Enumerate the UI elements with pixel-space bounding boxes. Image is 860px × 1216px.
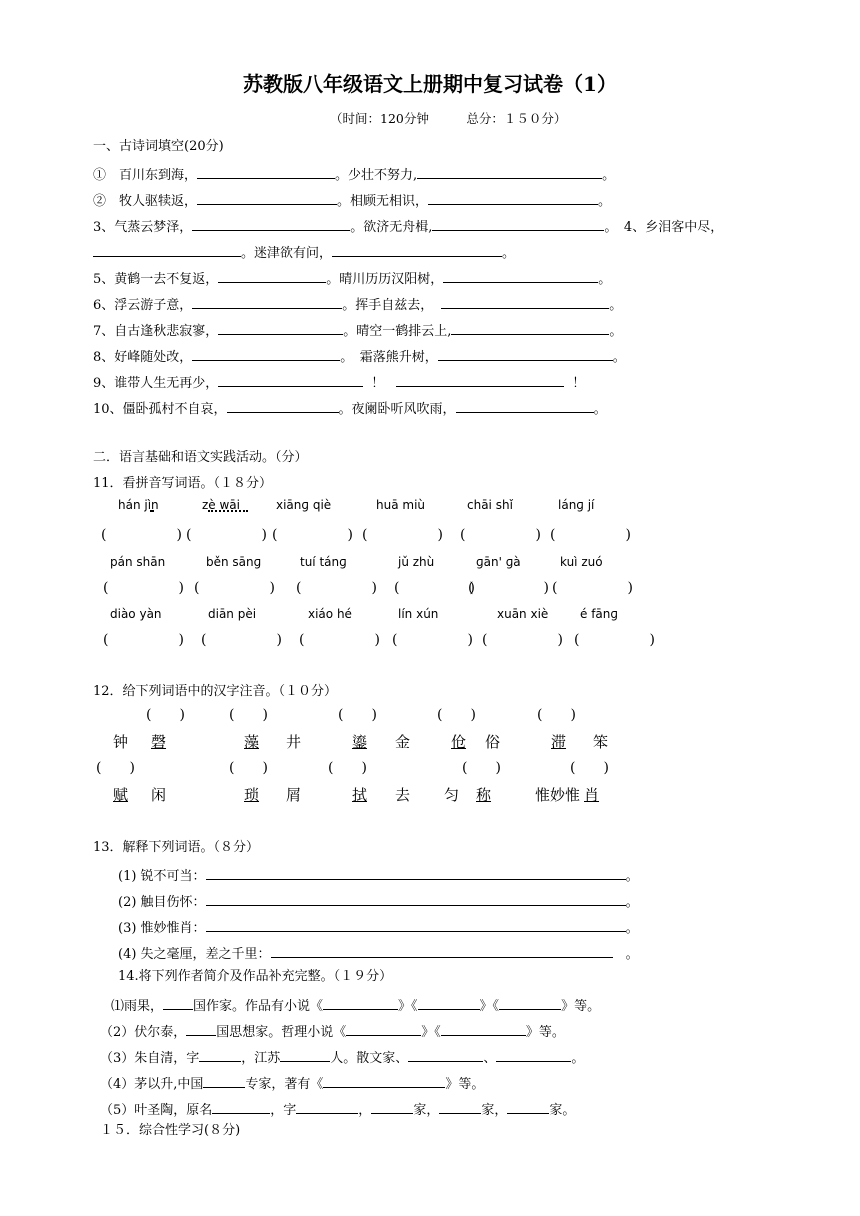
- blank[interactable]: [271, 945, 613, 958]
- pinyin: lín xún: [398, 607, 439, 621]
- blank[interactable]: [280, 1049, 330, 1062]
- question-14: 14.将下列作者简介及作品补充完整。（１９分）: [118, 969, 393, 984]
- word: 俗: [485, 733, 501, 751]
- pinyin: zè wāi: [202, 498, 240, 512]
- blank[interactable]: [439, 1101, 481, 1114]
- answer-box[interactable]: ( ): [101, 527, 182, 543]
- answer-box[interactable]: ( ): [146, 707, 185, 723]
- word: 笨: [593, 733, 609, 751]
- poem-line-7: 7、自古逢秋悲寂寥， 。晴空一鹤排云上, 。: [93, 324, 623, 339]
- poem-line-2: ② 牧人驱犊返， 。相顾无相识， 。: [93, 194, 612, 209]
- author-1: ⑴雨果， 国作家。作品有小说《 》《 》《 》等。: [111, 999, 601, 1014]
- blank[interactable]: [192, 218, 350, 231]
- pinyin: huā miù: [376, 498, 426, 512]
- blank[interactable]: [93, 244, 241, 257]
- word-target: 伧: [451, 733, 467, 751]
- blank[interactable]: [332, 244, 502, 257]
- blank[interactable]: [192, 296, 342, 309]
- answer-box[interactable]: ( ): [272, 527, 353, 543]
- answer-box[interactable]: ( ): [338, 707, 377, 723]
- word: 匀: [444, 786, 460, 804]
- blank[interactable]: [199, 1049, 241, 1062]
- blank[interactable]: [218, 322, 343, 335]
- question-12: 12．给下列词语中的汉字注音。（１０分）: [93, 684, 338, 699]
- answer-box[interactable]: ( ): [296, 580, 377, 596]
- pinyin: pán shān: [110, 555, 166, 569]
- answer-box[interactable]: ( ): [537, 707, 576, 723]
- author-4: （4）茅以升,中国 专家，著有《 》等。: [100, 1077, 485, 1092]
- blank[interactable]: [408, 1049, 483, 1062]
- blank[interactable]: [456, 400, 594, 413]
- word: 惟妙惟: [535, 786, 581, 804]
- blank[interactable]: [507, 1101, 549, 1114]
- pinyin: hán jìn: [118, 498, 159, 512]
- blank[interactable]: [432, 218, 604, 231]
- answer-box[interactable]: ( ): [362, 527, 443, 543]
- pinyin: jǔ zhù: [398, 555, 435, 569]
- answer-box[interactable]: ( ): [462, 760, 501, 776]
- section-2-heading: 二．语言基础和语文实践活动。（分）: [93, 450, 308, 465]
- answer-box[interactable]: ( ): [550, 527, 631, 543]
- poem-line-9: 9、谁带人生无再少， ！ ！: [93, 376, 586, 391]
- answer-box[interactable]: ( ): [574, 632, 655, 648]
- blank[interactable]: [218, 374, 363, 387]
- word-target: 磬: [151, 733, 167, 751]
- blank[interactable]: [186, 1023, 216, 1036]
- question-13: 13．解释下列词语。（８分）: [93, 840, 260, 855]
- answer-box[interactable]: ( ): [103, 632, 184, 648]
- answer-box[interactable]: ( ): [460, 527, 541, 543]
- pinyin: kuì zuó: [560, 555, 603, 569]
- word: 井: [286, 733, 302, 751]
- answer-box[interactable]: ( ): [552, 580, 633, 596]
- pinyin: chāi shǐ: [467, 498, 513, 512]
- answer-box[interactable]: ( ): [468, 580, 549, 596]
- blank[interactable]: [218, 270, 326, 283]
- word-target: 藻: [244, 733, 260, 751]
- answer-box[interactable]: ( ): [103, 580, 184, 596]
- pinyin: běn sānɡ: [206, 555, 262, 569]
- blank[interactable]: [496, 1049, 571, 1062]
- blank[interactable]: [192, 348, 340, 361]
- blank[interactable]: [212, 1101, 270, 1114]
- definition-4: (4) 失之毫厘，差之千里： 。: [118, 947, 639, 962]
- blank[interactable]: [206, 919, 626, 932]
- blank[interactable]: [206, 867, 626, 880]
- pinyin: diān pèi: [208, 607, 257, 621]
- answer-box[interactable]: ( ): [437, 707, 476, 723]
- blank[interactable]: [418, 997, 480, 1010]
- definition-2: (2) 触目伤怀： 。: [118, 895, 639, 910]
- blank[interactable]: [323, 1075, 445, 1088]
- definition-3: (3) 惟妙惟肖： 。: [118, 921, 639, 936]
- blank[interactable]: [396, 374, 564, 387]
- poem-line-3: 3、气蒸云梦泽， 。欲济无舟楫, 。 4、乡泪客中尽，: [93, 220, 724, 235]
- word-target: 拭: [352, 786, 368, 804]
- poem-line-10: 10、僵卧孤村不自哀， 。夜阑卧听风吹雨， 。: [93, 402, 607, 417]
- answer-box[interactable]: ( ): [229, 760, 268, 776]
- blank[interactable]: [197, 166, 335, 179]
- word-target: 肖: [584, 786, 600, 804]
- emphasis-dots: [208, 510, 248, 512]
- answer-box[interactable]: ( ): [229, 707, 268, 723]
- pinyin: xiáo hé: [308, 607, 352, 621]
- blank[interactable]: [441, 1023, 526, 1036]
- poem-line-3b: 。迷津欲有问， 。: [93, 244, 515, 260]
- blank[interactable]: [438, 348, 613, 361]
- word-target: 鎏: [352, 733, 368, 751]
- word: 金: [395, 733, 411, 751]
- blank[interactable]: [441, 296, 609, 309]
- blank[interactable]: [197, 192, 337, 205]
- blank[interactable]: [428, 192, 598, 205]
- blank[interactable]: [443, 270, 598, 283]
- blank[interactable]: [206, 893, 626, 906]
- question-11: 11．看拼音写词语。（１８分）: [93, 476, 273, 491]
- answer-box[interactable]: ( ): [392, 632, 473, 648]
- blank[interactable]: [163, 997, 193, 1010]
- answer-box[interactable]: ( ): [482, 632, 563, 648]
- section-1-heading: 一、古诗词填空(20分): [93, 139, 224, 154]
- author-2: （2）伏尔泰， 国思想家。哲理小说《 》《 》等。: [100, 1025, 565, 1040]
- question-15: １５．综合性学习(８分): [100, 1123, 241, 1138]
- answer-box[interactable]: ( ): [194, 580, 275, 596]
- word-target: 称: [476, 786, 492, 804]
- answer-box[interactable]: ( ): [96, 760, 135, 776]
- blank[interactable]: [203, 1075, 245, 1088]
- word: 闲: [151, 786, 167, 804]
- word: 去: [395, 786, 411, 804]
- pinyin: xiānɡ qiè: [276, 498, 332, 512]
- answer-box[interactable]: ( ): [201, 632, 282, 648]
- exam-info: （时间：120分钟 总分：１５０分）: [330, 111, 567, 126]
- pinyin: xuān xiè: [497, 607, 549, 621]
- author-3: （3）朱自清，字 ，江苏 人。散文家、 、 。: [100, 1051, 585, 1066]
- blank[interactable]: [346, 1023, 421, 1036]
- blank[interactable]: [371, 1101, 413, 1114]
- definition-1: (1) 锐不可当： 。: [118, 869, 639, 884]
- answer-box[interactable]: ( ): [394, 580, 475, 596]
- pinyin: tuí tánɡ: [300, 555, 347, 569]
- blank[interactable]: [417, 166, 602, 179]
- author-5: （5）叶圣陶，原名 ，字 ， 家， 家， 家。: [100, 1103, 576, 1118]
- word-target: 赋: [113, 786, 129, 804]
- blank[interactable]: [499, 997, 561, 1010]
- word-target: 琐: [244, 786, 260, 804]
- answer-box[interactable]: ( ): [328, 760, 367, 776]
- answer-box[interactable]: ( ): [299, 632, 380, 648]
- blank[interactable]: [227, 400, 339, 413]
- word-target: 滞: [551, 733, 567, 751]
- poem-line-5: 5、黄鹤一去不复返， 。晴川历历汉阳树， 。: [93, 272, 612, 287]
- blank[interactable]: [323, 997, 398, 1010]
- pinyin: diào yàn: [110, 607, 162, 621]
- blank[interactable]: [296, 1101, 358, 1114]
- answer-box[interactable]: ( ): [186, 527, 267, 543]
- emphasis-dots: [150, 510, 154, 512]
- pinyin: ɡān' ɡà: [476, 555, 521, 569]
- answer-box[interactable]: ( ): [570, 760, 609, 776]
- poem-line-6: 6、浮云游子意， 。挥手自兹去， 。: [93, 298, 623, 313]
- word: 钟: [113, 733, 129, 751]
- pinyin: é fānɡ: [580, 607, 618, 621]
- page-title: 苏教版八年级语文上册期中复习试卷（1）: [243, 72, 617, 96]
- blank[interactable]: [451, 322, 609, 335]
- poem-line-8: 8、好峰随处改， 。 霜落熊升树， 。: [93, 350, 626, 365]
- word: 屑: [286, 786, 302, 804]
- pinyin: lánɡ jí: [558, 498, 595, 512]
- poem-line-1: ① 百川东到海， 。少壮不努力, 。: [93, 168, 616, 183]
